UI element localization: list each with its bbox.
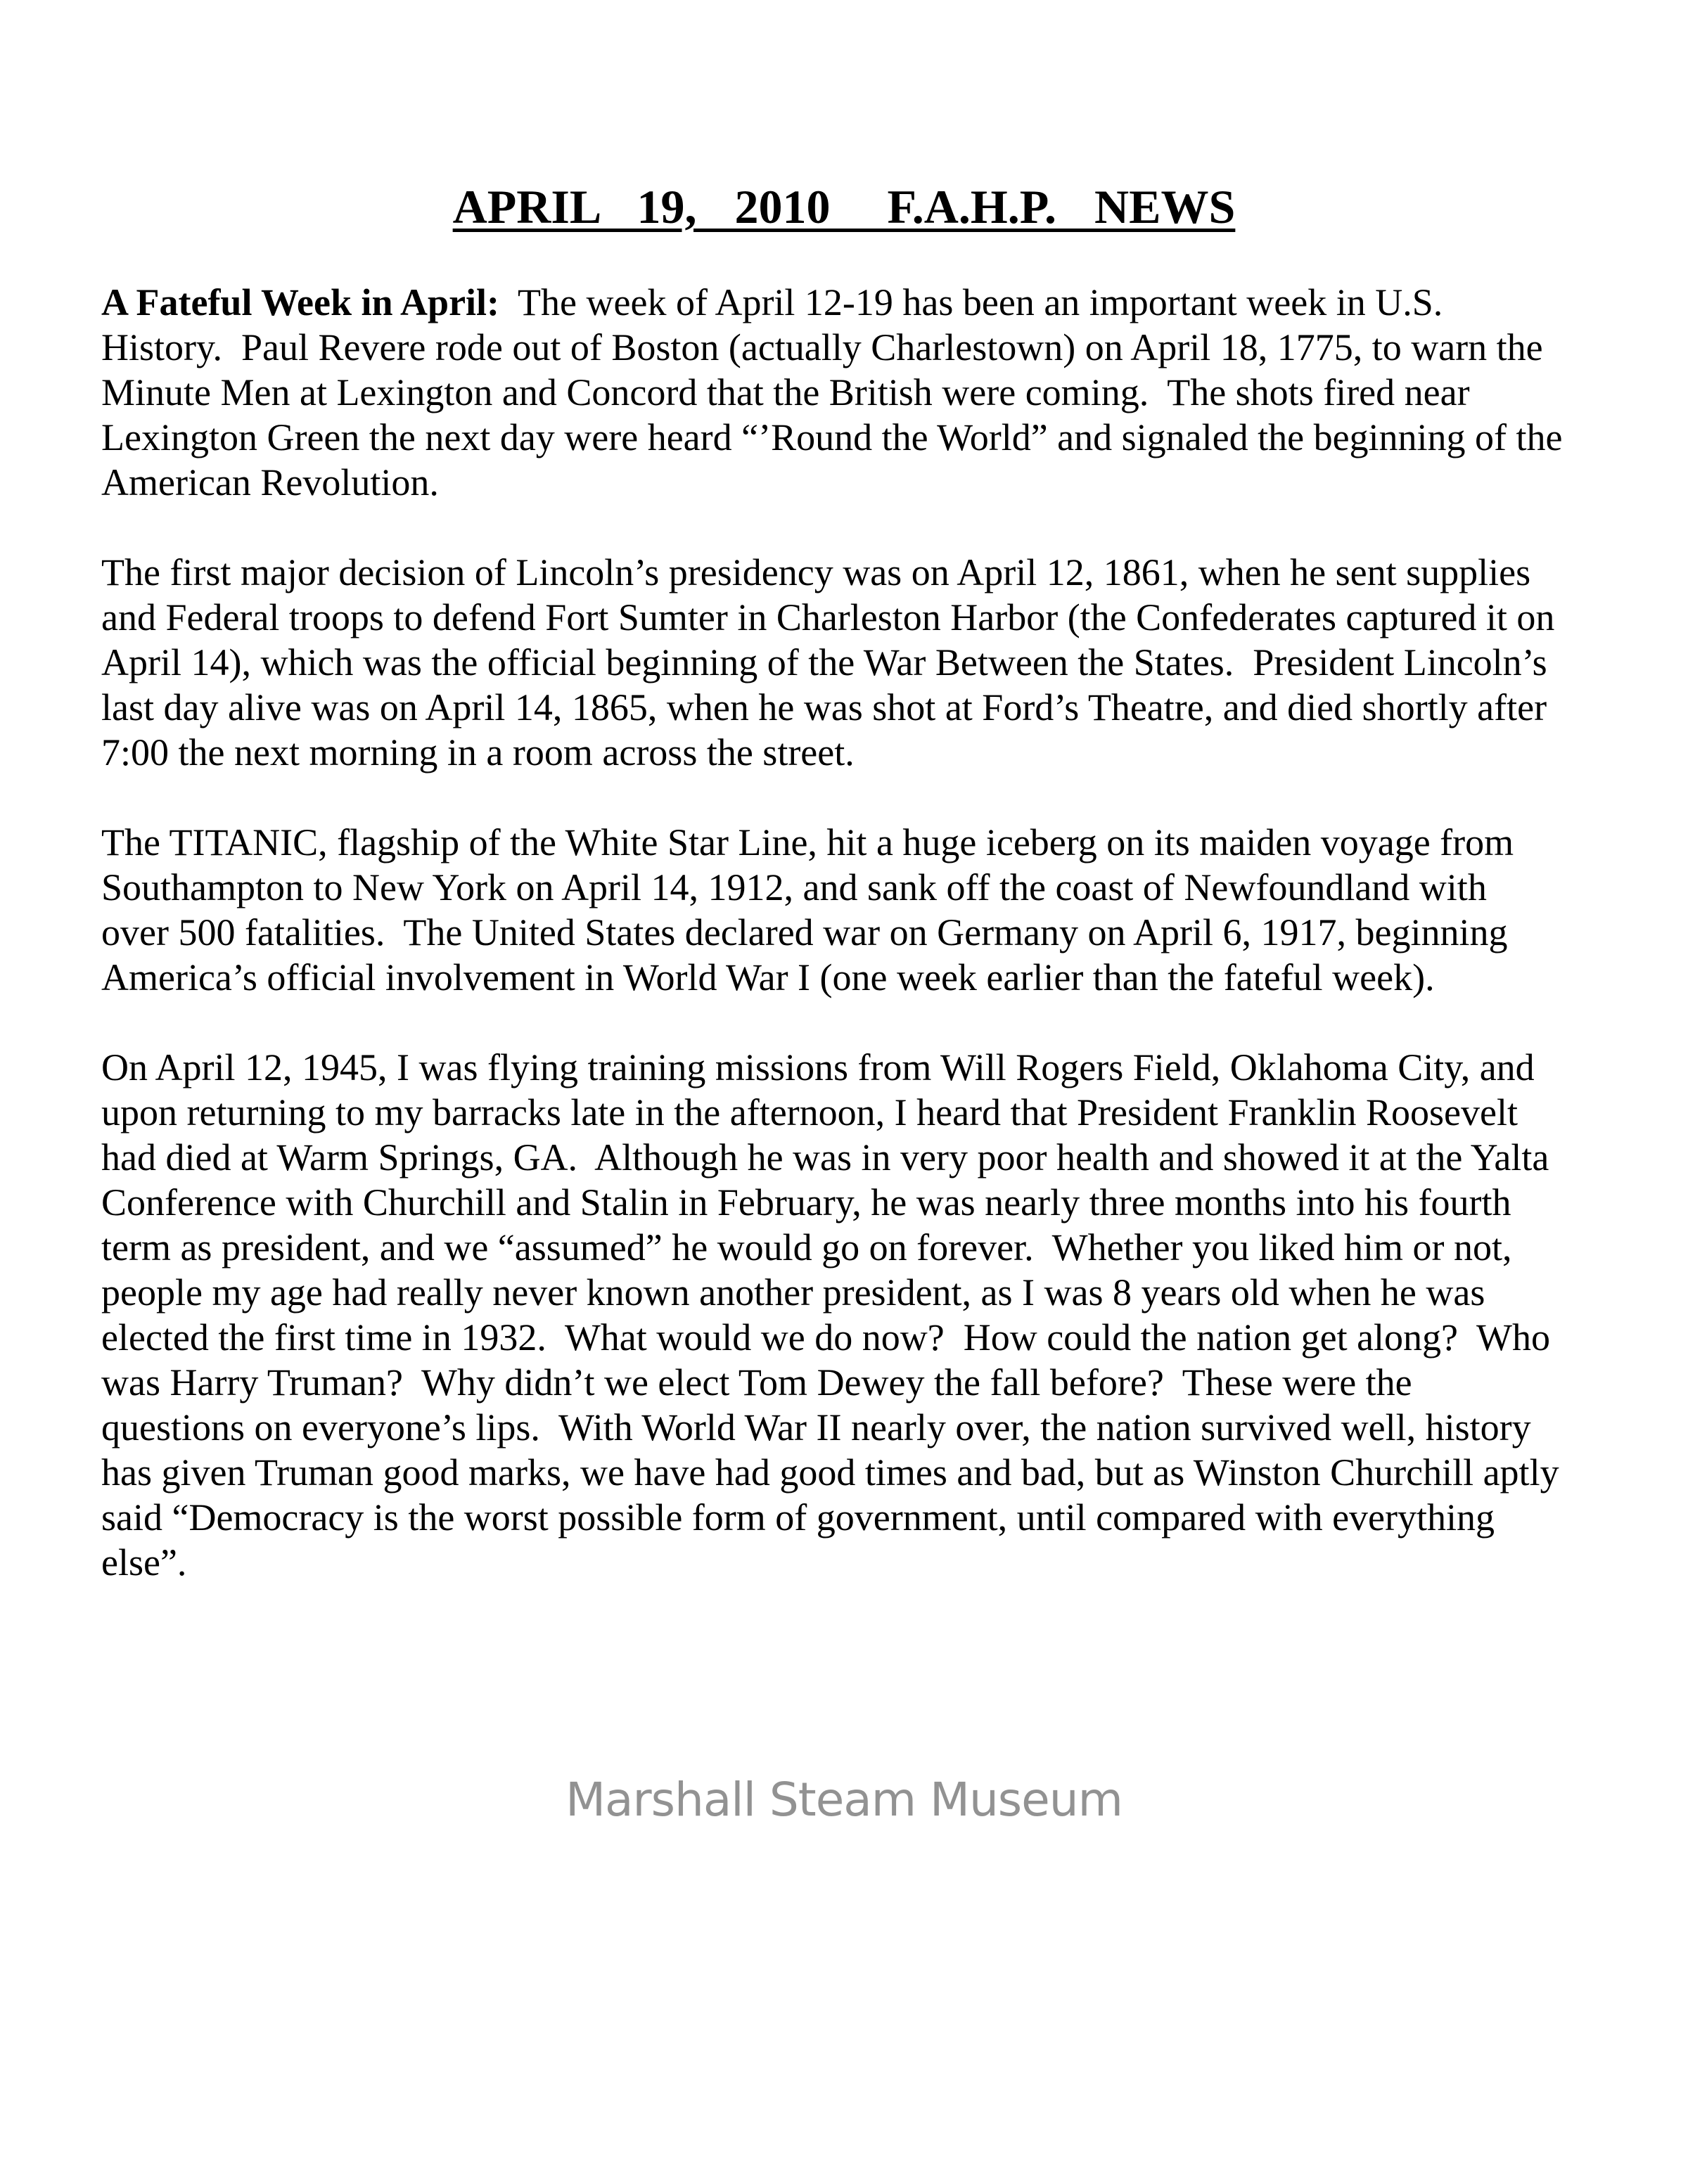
text-line: had died at Warm Springs, GA. Although he was in very poor health and showed it at the Yalta [101, 1136, 1549, 1178]
text-line: said “Democracy is the worst possible form of government, until compared with everything [101, 1496, 1495, 1539]
text-line: else”. [101, 1541, 187, 1584]
text-line: American Revolution. [101, 461, 439, 503]
page-title [0, 177, 1688, 236]
text-line: The TITANIC, flagship of the White Star Line, hit a huge iceberg on its maiden voyage from [101, 821, 1514, 863]
article-body [101, 280, 1620, 1630]
paragraph-titanic [101, 820, 1620, 1000]
text-line: History. Paul Revere rode out of Boston (actually Charlestown) on April 18, 1775, to warn the [101, 326, 1543, 368]
text-line: upon returning to my barracks late in the afternoon, I heard that President Franklin Roosevelt [101, 1091, 1518, 1133]
text-line: elected the first time in 1932. What would we do now? How could the nation get along? Who [101, 1316, 1551, 1358]
text-line: last day alive was on April 14, 1865, when he was shot at Ford’s Theatre, and died shortly after [101, 686, 1547, 728]
text-line: April 14), which was the official beginning of the War Between the States. President Lincoln’s [101, 641, 1547, 683]
text-line: 7:00 the next morning in a room across the street. [101, 731, 855, 773]
watermark: Marshall Steam Museum [565, 1773, 1123, 1827]
text-line [101, 280, 1620, 325]
title-text: APRIL 19, 2010 F.A.H.P. NEWS [452, 180, 1236, 233]
text-line: people my age had really never known another president, as I was 8 years old when he was [101, 1271, 1485, 1313]
text-line: questions on everyone’s lips. With World War II nearly over, the nation survived well, history [101, 1406, 1531, 1448]
text-line: was Harry Truman? Why didn’t we elect Tom Dewey the fall before? These were the [101, 1361, 1412, 1403]
text-line: Conference with Churchill and Stalin in February, he was nearly three months into his fourth [101, 1181, 1511, 1223]
paragraph-fateful-week [101, 280, 1620, 505]
text-line: America’s official involvement in World War I (one week earlier than the fateful week). [101, 956, 1435, 998]
text-line: Minute Men at Lexington and Concord that the British were coming. The shots fired near [101, 371, 1470, 413]
paragraph-roosevelt [101, 1045, 1620, 1585]
text-line-rest: The week of April 12-19 has been an important week in U.S. [499, 281, 1443, 323]
text-line: and Federal troops to defend Fort Sumter in Charleston Harbor (the Confederates captured it on [101, 596, 1555, 638]
text-line: On April 12, 1945, I was flying training missions from Will Rogers Field, Oklahoma City, and [101, 1046, 1535, 1088]
lead-heading: A Fateful Week in April: [101, 281, 500, 323]
text-line: Southampton to New York on April 14, 1912, and sank off the coast of Newfoundland with [101, 866, 1487, 908]
text-line: Lexington Green the next day were heard “’Round the World” and signaled the beginning of the [101, 416, 1563, 458]
paragraph-lincoln [101, 550, 1620, 775]
text-line: term as president, and we “assumed” he would go on forever. Whether you liked him or not, [101, 1226, 1512, 1268]
text-line: over 500 fatalities. The United States declared war on Germany on April 6, 1917, beginning [101, 911, 1508, 953]
text-line: The first major decision of Lincoln’s presidency was on April 12, 1861, when he sent supplies [101, 551, 1531, 593]
text-line: has given Truman good marks, we have had good times and bad, but as Winston Churchill aptly [101, 1451, 1559, 1494]
